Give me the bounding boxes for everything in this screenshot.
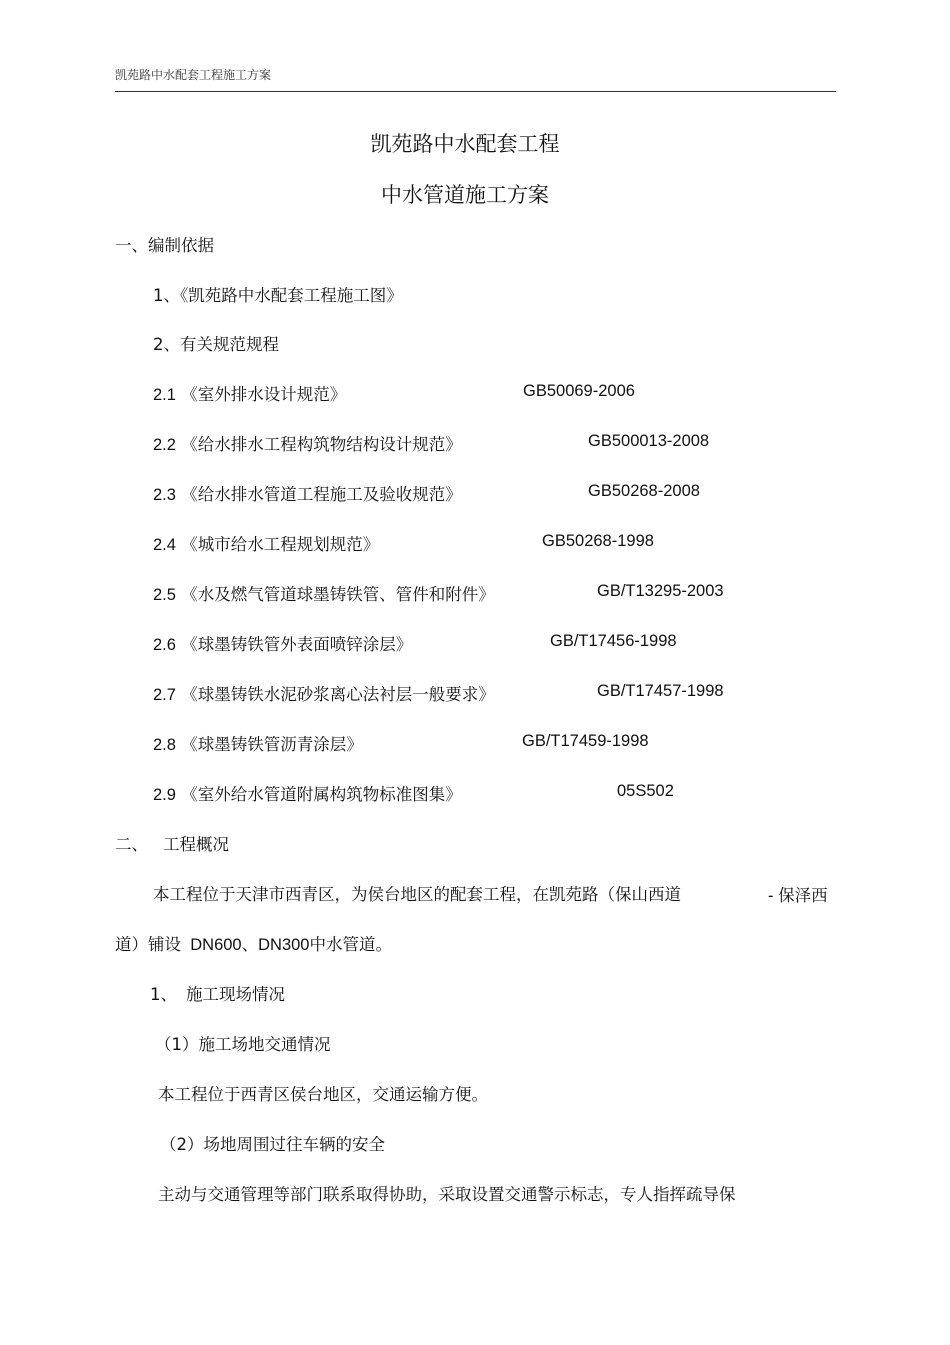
standard-number: 2.6 (153, 636, 176, 654)
running-header: 凯苑路中水配套工程施工方案 (115, 68, 272, 82)
document-subtitle: 中水管道施工方案 (381, 183, 549, 207)
standard-name: 《室外给水管道附属构筑物标准图集》 (181, 785, 462, 804)
standard-code: GB500013-2008 (588, 432, 710, 450)
standard-name: 《城市给水工程规划规范》 (181, 535, 380, 554)
standard-item (153, 481, 462, 505)
standard-code: GB50268-1998 (542, 532, 654, 550)
standard-item (153, 631, 412, 655)
site-item-safety-heading: （2）场地周围过往车辆的安全 (160, 1135, 385, 1154)
standard-number: 2.2 (153, 436, 176, 454)
standard-item (153, 531, 379, 555)
basis-item-1: 1、《凯苑路中水配套工程施工图》 (153, 286, 403, 305)
standard-name: 《水及燃气管道球墨铸铁管、管件和附件》 (181, 585, 495, 604)
standard-item (153, 581, 495, 605)
header-divider (115, 91, 836, 92)
standard-code: GB50069-2006 (523, 382, 635, 400)
standard-number: 2.1 (153, 386, 176, 404)
site-item-safety-text: 主动与交通管理等部门联系取得协助，采取设置交通警示标志，专人指挥疏导保 (158, 1185, 736, 1204)
standard-item (153, 681, 495, 705)
standard-item (153, 381, 346, 405)
standard-name: 《给水排水管道工程施工及验收规范》 (181, 485, 462, 504)
standard-item (153, 431, 462, 455)
site-item-traffic-heading: （1）施工场地交通情况 (155, 1035, 331, 1054)
standard-number: 2.4 (153, 536, 176, 554)
standard-code: GB/T17457-1998 (597, 682, 724, 700)
standard-item (153, 731, 363, 755)
standard-code: GB/T17456-1998 (550, 632, 677, 650)
standard-name: 《球墨铸铁水泥砂浆离心法衬层一般要求》 (181, 685, 495, 704)
overview-text: 道）铺设 (115, 935, 181, 954)
standard-number: 2.8 (153, 736, 176, 754)
subsection-heading-site: 施工现场情况 (186, 985, 285, 1004)
pipe-diameters: DN600、DN300 (190, 936, 310, 954)
site-item-traffic-text: 本工程位于西青区侯台地区，交通运输方便。 (158, 1085, 488, 1104)
standard-item (153, 781, 462, 805)
standard-code: 05S502 (617, 782, 674, 800)
standard-code: GB/T13295-2003 (597, 582, 724, 600)
section-heading-overview: 工程概况 (163, 835, 229, 854)
subsection-number: 1、 (150, 985, 177, 1004)
standard-name: 《球墨铸铁管沥青涂层》 (181, 735, 363, 754)
standard-number: 2.5 (153, 586, 176, 604)
document-title: 凯苑路中水配套工程 (370, 132, 560, 156)
standard-code: GB/T17459-1998 (522, 732, 649, 750)
standard-number: 2.9 (153, 786, 176, 804)
overview-paragraph-line1: 本工程位于天津市西青区，为侯台地区的配套工程，在凯苑路（保山西道 (153, 885, 681, 904)
standard-code: GB50268-2008 (588, 482, 700, 500)
overview-paragraph-range-end: - 保泽西 (768, 887, 828, 905)
overview-text: 中水管道。 (309, 935, 392, 954)
section-heading-basis: 一、编制依据 (115, 236, 214, 255)
section-heading-number: 二、 (115, 835, 148, 854)
basis-item-2: 2、有关规范规程 (153, 335, 279, 354)
standard-name: 《室外排水设计规范》 (181, 385, 347, 404)
standard-number: 2.7 (153, 686, 176, 704)
overview-paragraph-line2 (115, 931, 392, 955)
standard-number: 2.3 (153, 486, 176, 504)
standard-name: 《给水排水工程构筑物结构设计规范》 (181, 435, 462, 454)
standard-name: 《球墨铸铁管外表面喷锌涂层》 (181, 635, 413, 654)
